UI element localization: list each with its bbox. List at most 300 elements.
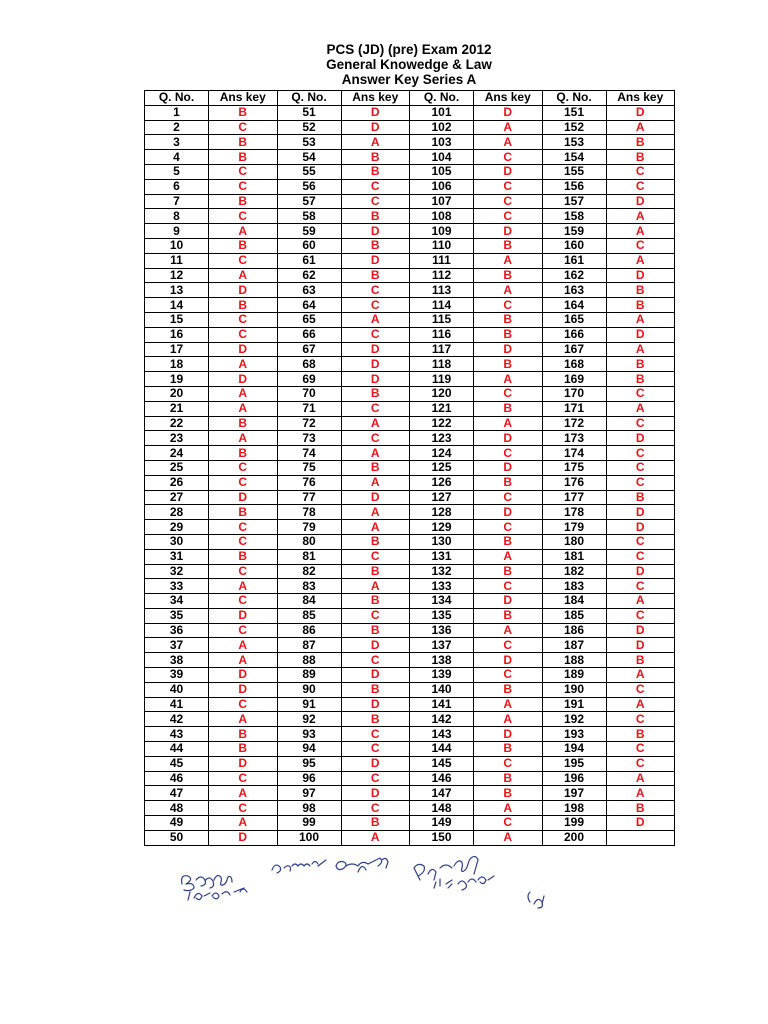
table-row: [145, 209, 675, 224]
question-number: 172: [542, 416, 606, 431]
answer-key-cell: D: [209, 830, 278, 845]
answer-key-cell: C: [341, 194, 410, 209]
answer-key-cell: C: [209, 164, 278, 179]
question-number: 167: [542, 342, 606, 357]
answer-key-cell: C: [606, 682, 675, 697]
table-row: [145, 224, 675, 239]
answer-key-cell: C: [606, 416, 675, 431]
answer-key-cell: C: [341, 742, 410, 757]
question-number: 113: [410, 283, 474, 298]
answer-key-cell: C: [209, 623, 278, 638]
question-number: 95: [277, 756, 341, 771]
answer-key-cell: B: [209, 298, 278, 313]
answer-key-cell: D: [341, 342, 410, 357]
question-number: 199: [542, 816, 606, 831]
table-row: [145, 446, 675, 461]
question-number: 82: [277, 564, 341, 579]
answer-key-cell: B: [209, 194, 278, 209]
answer-key-cell: B: [209, 135, 278, 150]
question-number: 111: [410, 253, 474, 268]
answer-key-cell: B: [209, 238, 278, 253]
answer-key-cell: C: [606, 179, 675, 194]
document-subtitle: General Knowedge & Law: [326, 57, 492, 72]
answer-key-cell: A: [341, 830, 410, 845]
question-number: 17: [145, 342, 209, 357]
question-number: 98: [277, 801, 341, 816]
table-row: [145, 120, 675, 135]
signature-3: [336, 858, 388, 872]
answer-key-cell: C: [341, 179, 410, 194]
question-number: 158: [542, 209, 606, 224]
question-number: 112: [410, 268, 474, 283]
question-number: 89: [277, 668, 341, 683]
answer-key-cell: A: [341, 135, 410, 150]
question-number: 84: [277, 594, 341, 609]
document-header: [0, 42, 768, 87]
answer-key-cell: C: [606, 608, 675, 623]
question-number: 156: [542, 179, 606, 194]
answer-key-cell: B: [209, 505, 278, 520]
answer-key-cell: C: [474, 816, 543, 831]
answer-key-cell: D: [341, 490, 410, 505]
answer-key-cell: B: [474, 564, 543, 579]
answer-key-cell: B: [474, 312, 543, 327]
question-number: 2: [145, 120, 209, 135]
question-number: 53: [277, 135, 341, 150]
question-number: 137: [410, 638, 474, 653]
answer-key-cell: C: [474, 179, 543, 194]
answer-key-cell: A: [209, 268, 278, 283]
question-number: 198: [542, 801, 606, 816]
question-number: 196: [542, 771, 606, 786]
question-number: 91: [277, 697, 341, 712]
answer-key-cell: D: [341, 756, 410, 771]
question-number: 72: [277, 416, 341, 431]
table-row: [145, 549, 675, 564]
answer-key-cell: D: [474, 224, 543, 239]
answer-key-cell: B: [209, 446, 278, 461]
table-row: [145, 253, 675, 268]
question-number: 75: [277, 460, 341, 475]
answer-key-cell: D: [341, 120, 410, 135]
answer-key-cell: D: [606, 105, 675, 120]
question-number: 190: [542, 682, 606, 697]
question-number: 21: [145, 401, 209, 416]
question-number: 7: [145, 194, 209, 209]
answer-key-cell: B: [341, 150, 410, 165]
answer-key-cell: A: [606, 697, 675, 712]
question-number: 175: [542, 460, 606, 475]
answer-key-cell: C: [209, 534, 278, 549]
answer-key-cell: B: [341, 164, 410, 179]
question-number: 59: [277, 224, 341, 239]
question-number: 83: [277, 579, 341, 594]
qno-header: Q. No.: [410, 91, 474, 106]
answer-key-cell: B: [474, 742, 543, 757]
answer-key-cell: A: [474, 416, 543, 431]
table-row: [145, 682, 675, 697]
answer-key-cell: B: [606, 490, 675, 505]
question-number: 99: [277, 816, 341, 831]
answer-key-cell: C: [474, 638, 543, 653]
question-number: 37: [145, 638, 209, 653]
question-number: 126: [410, 475, 474, 490]
answer-key-cell: C: [209, 312, 278, 327]
answer-key-cell: B: [341, 564, 410, 579]
answer-key-cell: C: [474, 150, 543, 165]
question-number: 16: [145, 327, 209, 342]
answer-key-cell: D: [606, 194, 675, 209]
question-number: 155: [542, 164, 606, 179]
question-number: 186: [542, 623, 606, 638]
answer-key-cell: D: [209, 756, 278, 771]
question-number: 129: [410, 520, 474, 535]
question-number: 77: [277, 490, 341, 505]
question-number: 159: [542, 224, 606, 239]
answer-key-cell: B: [341, 534, 410, 549]
question-number: 144: [410, 742, 474, 757]
answer-key-cell: C: [606, 549, 675, 564]
answer-key-cell: A: [606, 120, 675, 135]
answer-key-cell: B: [474, 475, 543, 490]
question-number: 174: [542, 446, 606, 461]
qno-header: Q. No.: [145, 91, 209, 106]
question-number: 32: [145, 564, 209, 579]
question-number: 195: [542, 756, 606, 771]
question-number: 79: [277, 520, 341, 535]
table-row: [145, 342, 675, 357]
table-row: [145, 416, 675, 431]
question-number: 182: [542, 564, 606, 579]
answer-key-cell: B: [341, 712, 410, 727]
answer-key-cell: C: [341, 608, 410, 623]
table-row: [145, 372, 675, 387]
answer-key-cell: B: [474, 401, 543, 416]
anskey-header: Ans key: [606, 91, 675, 106]
question-number: 104: [410, 150, 474, 165]
anskey-header: Ans key: [209, 91, 278, 106]
answer-key-cell: D: [606, 505, 675, 520]
question-number: 131: [410, 549, 474, 564]
question-number: 45: [145, 756, 209, 771]
question-number: 164: [542, 298, 606, 313]
question-number: 93: [277, 727, 341, 742]
answer-key-cell: C: [209, 564, 278, 579]
answer-key-cell: A: [341, 579, 410, 594]
answer-key-cell: C: [341, 327, 410, 342]
question-number: 30: [145, 534, 209, 549]
answer-key-cell: D: [606, 520, 675, 535]
question-number: 122: [410, 416, 474, 431]
question-number: 9: [145, 224, 209, 239]
question-number: 25: [145, 460, 209, 475]
answer-key-cell: C: [474, 668, 543, 683]
question-number: 73: [277, 431, 341, 446]
anskey-header: Ans key: [474, 91, 543, 106]
question-number: 168: [542, 357, 606, 372]
question-number: 134: [410, 594, 474, 609]
answer-key-cell: C: [341, 727, 410, 742]
answer-key-cell: C: [209, 253, 278, 268]
table-row: [145, 268, 675, 283]
question-number: 90: [277, 682, 341, 697]
question-number: 124: [410, 446, 474, 461]
answer-key-cell: D: [606, 327, 675, 342]
qno-header: Q. No.: [277, 91, 341, 106]
question-number: 162: [542, 268, 606, 283]
question-number: 5: [145, 164, 209, 179]
answer-key-cell: B: [474, 771, 543, 786]
answer-key-cell: A: [474, 120, 543, 135]
question-number: 154: [542, 150, 606, 165]
table-row: [145, 401, 675, 416]
question-number: 107: [410, 194, 474, 209]
question-number: 74: [277, 446, 341, 461]
answer-key-cell: A: [474, 697, 543, 712]
table-row: [145, 594, 675, 609]
question-number: 71: [277, 401, 341, 416]
table-row: [145, 608, 675, 623]
answer-key-cell: C: [209, 520, 278, 535]
answer-key-cell: B: [341, 268, 410, 283]
question-number: 40: [145, 682, 209, 697]
answer-key-cell: C: [341, 801, 410, 816]
answer-key-cell: B: [606, 298, 675, 313]
answer-key-cell: C: [341, 298, 410, 313]
answer-key-cell: A: [474, 253, 543, 268]
question-number: 34: [145, 594, 209, 609]
answer-key-cell: A: [474, 283, 543, 298]
answer-key-cell: C: [341, 549, 410, 564]
question-number: 8: [145, 209, 209, 224]
answer-key-cell: D: [474, 431, 543, 446]
answer-key-cell: C: [606, 712, 675, 727]
answer-key-cell: D: [606, 431, 675, 446]
answer-key-cell: B: [341, 460, 410, 475]
question-number: 116: [410, 327, 474, 342]
question-number: 166: [542, 327, 606, 342]
table-row: [145, 801, 675, 816]
table-header-row: [145, 91, 675, 106]
answer-key-cell: C: [209, 594, 278, 609]
table-row: [145, 816, 675, 831]
answer-key-cell: A: [606, 253, 675, 268]
question-number: 44: [145, 742, 209, 757]
answer-key-cell: B: [606, 135, 675, 150]
question-number: 127: [410, 490, 474, 505]
question-number: 189: [542, 668, 606, 683]
answer-key-cell: A: [209, 653, 278, 668]
answer-key-cell: D: [606, 623, 675, 638]
answer-key-cell: D: [474, 342, 543, 357]
answer-key-cell: D: [606, 564, 675, 579]
answer-key-cell: A: [606, 401, 675, 416]
question-number: 139: [410, 668, 474, 683]
answer-key-cell: B: [341, 209, 410, 224]
question-number: 157: [542, 194, 606, 209]
question-number: 153: [542, 135, 606, 150]
signature-4-date: [434, 876, 494, 890]
table-row: [145, 786, 675, 801]
table-row: [145, 727, 675, 742]
question-number: 22: [145, 416, 209, 431]
question-number: 133: [410, 579, 474, 594]
question-number: 6: [145, 179, 209, 194]
table-row: [145, 298, 675, 313]
question-number: 80: [277, 534, 341, 549]
answer-key-cell: D: [341, 357, 410, 372]
question-number: 165: [542, 312, 606, 327]
answer-key-cell: B: [606, 801, 675, 816]
answer-key-cell: C: [606, 386, 675, 401]
question-number: 102: [410, 120, 474, 135]
question-number: 138: [410, 653, 474, 668]
qno-header: Q. No.: [542, 91, 606, 106]
answer-key-cell: D: [341, 372, 410, 387]
answer-key-cell: A: [606, 668, 675, 683]
answer-key-cell: A: [209, 401, 278, 416]
answer-key-cell: D: [341, 253, 410, 268]
question-number: 109: [410, 224, 474, 239]
answer-key-cell: C: [474, 520, 543, 535]
question-number: 14: [145, 298, 209, 313]
question-number: 115: [410, 312, 474, 327]
answer-key-cell: C: [606, 238, 675, 253]
question-number: 180: [542, 534, 606, 549]
answer-key-cell: A: [209, 357, 278, 372]
answer-key-cell: B: [209, 742, 278, 757]
question-number: 176: [542, 475, 606, 490]
answer-key-cell: B: [474, 238, 543, 253]
question-number: 152: [542, 120, 606, 135]
question-number: 128: [410, 505, 474, 520]
table-row: [145, 638, 675, 653]
question-number: 149: [410, 816, 474, 831]
answer-key-cell: D: [209, 608, 278, 623]
table-row: [145, 653, 675, 668]
answer-key-cell: A: [606, 771, 675, 786]
question-number: 18: [145, 357, 209, 372]
signature-1: [182, 876, 232, 891]
answer-key-cell: C: [341, 653, 410, 668]
question-number: 42: [145, 712, 209, 727]
answer-key-cell: A: [341, 312, 410, 327]
answer-key-cell: A: [341, 475, 410, 490]
answer-key-cell: B: [209, 105, 278, 120]
table-row: [145, 830, 675, 845]
question-number: 188: [542, 653, 606, 668]
question-number: 87: [277, 638, 341, 653]
question-number: 140: [410, 682, 474, 697]
answer-key-cell: C: [606, 460, 675, 475]
question-number: 97: [277, 786, 341, 801]
question-number: 108: [410, 209, 474, 224]
answer-key-cell: D: [606, 638, 675, 653]
question-number: 191: [542, 697, 606, 712]
question-number: 147: [410, 786, 474, 801]
answer-key-cell: C: [341, 401, 410, 416]
question-number: 3: [145, 135, 209, 150]
table-row: [145, 460, 675, 475]
question-number: 125: [410, 460, 474, 475]
table-row: [145, 623, 675, 638]
answer-key-cell: C: [209, 209, 278, 224]
answer-key-cell: B: [474, 682, 543, 697]
question-number: 145: [410, 756, 474, 771]
question-number: 60: [277, 238, 341, 253]
question-number: 117: [410, 342, 474, 357]
answer-key-cell: B: [606, 283, 675, 298]
answer-key-cell: B: [209, 150, 278, 165]
question-number: 39: [145, 668, 209, 683]
question-number: 51: [277, 105, 341, 120]
table-row: [145, 712, 675, 727]
table-row: [145, 179, 675, 194]
question-number: 160: [542, 238, 606, 253]
table-row: [145, 194, 675, 209]
answer-key-cell: C: [606, 446, 675, 461]
question-number: 63: [277, 283, 341, 298]
answer-key-cell: B: [474, 786, 543, 801]
answer-key-cell: D: [606, 816, 675, 831]
question-number: 136: [410, 623, 474, 638]
answer-key-cell: A: [209, 786, 278, 801]
answer-key-cell: D: [209, 372, 278, 387]
answer-key-cell: A: [209, 638, 278, 653]
question-number: 161: [542, 253, 606, 268]
table-row: [145, 357, 675, 372]
answer-key-cell: C: [474, 194, 543, 209]
question-number: 105: [410, 164, 474, 179]
answer-key-table: [144, 90, 675, 846]
answer-key-cell: B: [341, 816, 410, 831]
table-row: [145, 756, 675, 771]
question-number: 20: [145, 386, 209, 401]
answer-key-cell: C: [606, 579, 675, 594]
answer-key-cell: A: [341, 520, 410, 535]
table-row: [145, 579, 675, 594]
answer-key-cell: C: [341, 431, 410, 446]
answer-key-cell: A: [209, 386, 278, 401]
answer-key-cell: C: [341, 771, 410, 786]
question-number: 65: [277, 312, 341, 327]
question-number: 86: [277, 623, 341, 638]
answer-key-cell: A: [341, 446, 410, 461]
answer-key-cell: D: [341, 668, 410, 683]
answer-key-cell: B: [606, 653, 675, 668]
question-number: 169: [542, 372, 606, 387]
answer-key-cell: A: [474, 135, 543, 150]
answer-key-cell: B: [606, 372, 675, 387]
question-number: 10: [145, 238, 209, 253]
answer-key-cell: D: [474, 460, 543, 475]
question-number: 31: [145, 549, 209, 564]
question-number: 62: [277, 268, 341, 283]
question-number: 78: [277, 505, 341, 520]
question-number: 29: [145, 520, 209, 535]
answer-key-cell: A: [474, 549, 543, 564]
question-number: 96: [277, 771, 341, 786]
question-number: 177: [542, 490, 606, 505]
table-row: [145, 668, 675, 683]
question-number: 52: [277, 120, 341, 135]
answer-key-cell: D: [341, 697, 410, 712]
question-number: 47: [145, 786, 209, 801]
answer-key-cell: B: [606, 357, 675, 372]
answer-key-cell: D: [474, 164, 543, 179]
question-number: 28: [145, 505, 209, 520]
question-number: 193: [542, 727, 606, 742]
